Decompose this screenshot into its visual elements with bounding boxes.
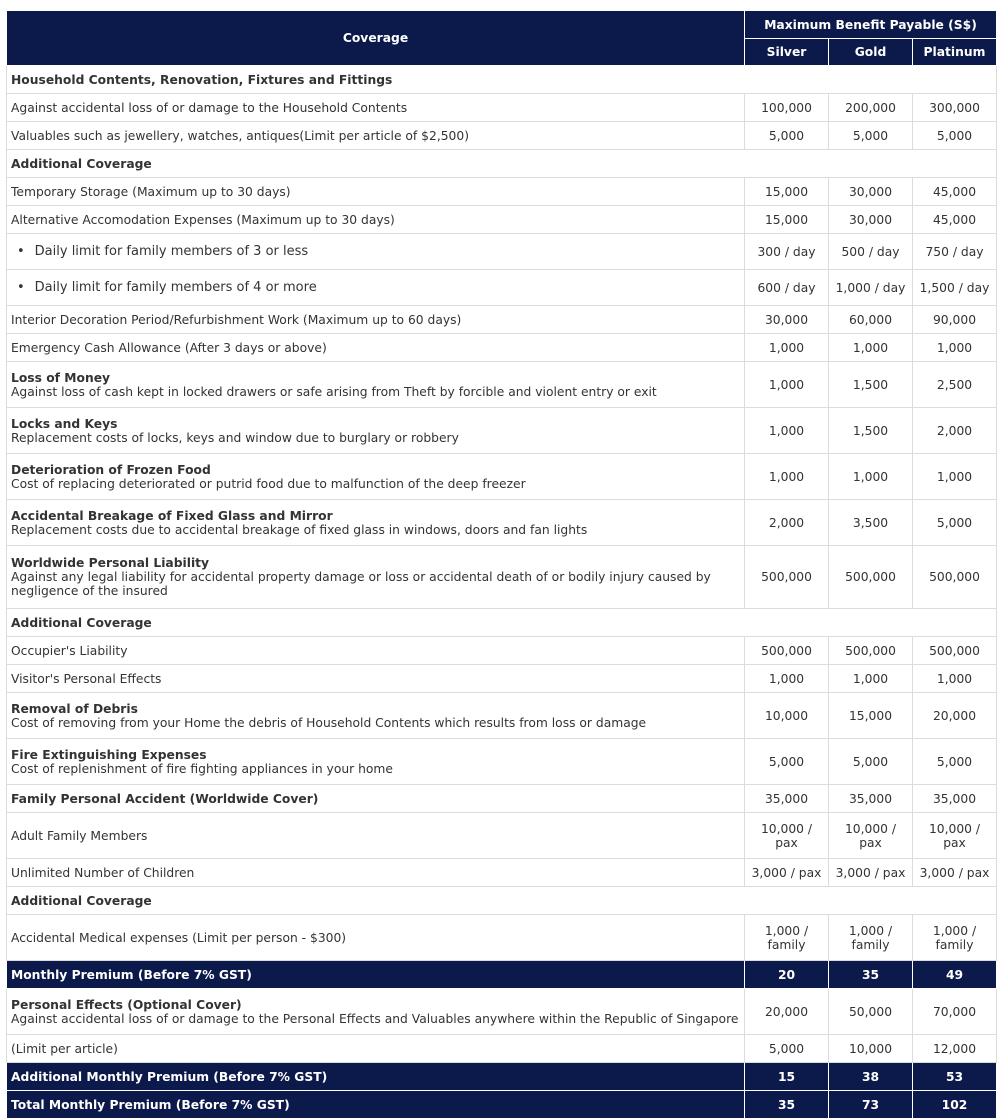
premium-label: Additional Monthly Premium (Before 7% GST) (11, 1069, 328, 1084)
table-row (7, 408, 997, 454)
value-silver: 1,000 (745, 408, 829, 454)
value-platinum: 5,000 (913, 122, 997, 150)
coverage-label: (Limit per article) (11, 1041, 118, 1056)
value-gold: 73 (829, 1091, 913, 1119)
value-silver: 20 (745, 961, 829, 989)
table-row (7, 270, 997, 306)
bullet-item: • Daily limit for family members of 3 or less (11, 244, 308, 259)
coverage-cell (7, 665, 745, 693)
value-platinum: 500,000 (913, 637, 997, 665)
coverage-label: Accidental Medical expenses (Limit per person - $300) (11, 930, 347, 945)
coverage-cell (7, 546, 745, 609)
value-platinum: 12,000 (913, 1035, 997, 1063)
max-benefit-header: Maximum Benefit Payable (S$) (745, 11, 997, 39)
table-row (7, 454, 997, 500)
value-platinum: 20,000 (913, 693, 997, 739)
value-silver: 300 / day (745, 234, 829, 270)
value-platinum: 500,000 (913, 546, 997, 609)
coverage-cell (7, 122, 745, 150)
value-platinum: 300,000 (913, 94, 997, 122)
table-row (7, 306, 997, 334)
coverage-cell (7, 813, 745, 859)
table-row (7, 739, 997, 785)
value-platinum: 49 (913, 961, 997, 989)
value-silver: 5,000 (745, 122, 829, 150)
value-platinum: 1,000 (913, 454, 997, 500)
coverage-cell (7, 334, 745, 362)
coverage-label: Unlimited Number of Children (11, 865, 195, 880)
plan-header-platinum: Platinum (913, 39, 997, 66)
value-silver: 5,000 (745, 739, 829, 785)
coverage-label: Valuables such as jewellery, watches, antiques(Limit per article of $2,500) (11, 128, 469, 143)
coverage-label: Adult Family Members (11, 828, 148, 843)
value-platinum: 1,000 (913, 665, 997, 693)
table-row (7, 693, 997, 739)
coverage-title: Deterioration of Frozen Food (11, 462, 211, 477)
coverage-description: Cost of removing from your Home the debris of Household Contents which results from loss or damage (11, 715, 647, 730)
value-gold: 500,000 (829, 546, 913, 609)
coverage-cell (7, 785, 745, 813)
plan-header-silver: Silver (745, 39, 829, 66)
value-platinum: 2,500 (913, 362, 997, 408)
value-silver: 10,000 (745, 693, 829, 739)
coverage-description: Against loss of cash kept in locked drawers or safe arising from Theft by forcible and violent entry or exit (11, 384, 657, 399)
value-gold: 3,000 / pax (829, 859, 913, 887)
coverage-cell (7, 637, 745, 665)
table-header (7, 11, 997, 66)
value-gold: 10,000 / pax (829, 813, 913, 859)
table-row (7, 887, 997, 915)
value-gold: 500 / day (829, 234, 913, 270)
value-silver: 1,000 (745, 334, 829, 362)
value-silver: 20,000 (745, 989, 829, 1035)
value-platinum: 5,000 (913, 500, 997, 546)
table-row (7, 362, 997, 408)
value-silver: 30,000 (745, 306, 829, 334)
coverage-cell (7, 362, 745, 408)
value-silver: 35,000 (745, 785, 829, 813)
value-gold: 5,000 (829, 122, 913, 150)
coverage-title: Fire Extinguishing Expenses (11, 747, 207, 762)
value-platinum: 53 (913, 1063, 997, 1091)
value-silver: 1,000 (745, 454, 829, 500)
value-gold: 35 (829, 961, 913, 989)
bullet-item: • Daily limit for family members of 4 or more (11, 280, 317, 295)
value-silver: 15,000 (745, 178, 829, 206)
coverage-label: Family Personal Accident (Worldwide Cover) (11, 791, 319, 806)
table-row (7, 961, 997, 989)
coverage-cell (7, 961, 745, 989)
value-gold: 60,000 (829, 306, 913, 334)
value-platinum: 1,000 (913, 334, 997, 362)
value-gold: 15,000 (829, 693, 913, 739)
table-row (7, 637, 997, 665)
value-silver: 2,000 (745, 500, 829, 546)
table-row (7, 1063, 997, 1091)
value-silver: 15,000 (745, 206, 829, 234)
coverage-cell (7, 454, 745, 500)
table-row (7, 665, 997, 693)
value-gold: 200,000 (829, 94, 913, 122)
value-platinum: 750 / day (913, 234, 997, 270)
value-platinum: 5,000 (913, 739, 997, 785)
coverage-label: Interior Decoration Period/Refurbishment Work (Maximum up to 60 days) (11, 312, 462, 327)
value-gold: 1,000 (829, 454, 913, 500)
coverage-label: Temporary Storage (Maximum up to 30 days) (11, 184, 291, 199)
value-platinum: 102 (913, 1091, 997, 1119)
coverage-label: Visitor's Personal Effects (11, 671, 162, 686)
value-silver: 600 / day (745, 270, 829, 306)
table-row (7, 859, 997, 887)
coverage-cell (7, 1091, 745, 1119)
coverage-title: Personal Effects (Optional Cover) (11, 997, 242, 1012)
value-silver: 1,000 (745, 665, 829, 693)
premium-label: Total Monthly Premium (Before 7% GST) (11, 1097, 290, 1112)
coverage-title: Removal of Debris (11, 701, 138, 716)
section-heading: Additional Coverage (7, 609, 997, 637)
coverage-description: Cost of replenishment of fire fighting appliances in your home (11, 761, 393, 776)
value-silver: 3,000 / pax (745, 859, 829, 887)
coverage-cell (7, 1035, 745, 1063)
coverage-cell (7, 234, 745, 270)
coverage-title: Accidental Breakage of Fixed Glass and Mirror (11, 508, 333, 523)
table-row (7, 122, 997, 150)
value-platinum: 1,000 / family (913, 915, 997, 961)
section-heading: Additional Coverage (7, 150, 997, 178)
value-silver: 10,000 / pax (745, 813, 829, 859)
coverage-description: Cost of replacing deteriorated or putrid food due to malfunction of the deep freezer (11, 476, 526, 491)
coverage-cell (7, 859, 745, 887)
coverage-title: Loss of Money (11, 370, 111, 385)
table-row (7, 1035, 997, 1063)
value-platinum: 90,000 (913, 306, 997, 334)
value-gold: 50,000 (829, 989, 913, 1035)
value-gold: 10,000 (829, 1035, 913, 1063)
table-body (7, 66, 997, 1119)
table-row (7, 150, 997, 178)
coverage-cell (7, 178, 745, 206)
coverage-title: Locks and Keys (11, 416, 118, 431)
value-silver: 1,000 / family (745, 915, 829, 961)
section-heading: Additional Coverage (7, 887, 997, 915)
coverage-cell (7, 739, 745, 785)
value-gold: 1,000 / day (829, 270, 913, 306)
value-gold: 5,000 (829, 739, 913, 785)
value-platinum: 10,000 / pax (913, 813, 997, 859)
value-silver: 500,000 (745, 546, 829, 609)
plan-header-gold: Gold (829, 39, 913, 66)
coverage-label: Alternative Accomodation Expenses (Maximum up to 30 days) (11, 212, 395, 227)
coverage-cell (7, 693, 745, 739)
coverage-cell (7, 206, 745, 234)
table-row (7, 178, 997, 206)
value-gold: 1,500 (829, 408, 913, 454)
coverage-label: Against accidental loss of or damage to the Household Contents (11, 100, 408, 115)
coverage-cell (7, 270, 745, 306)
value-platinum: 45,000 (913, 178, 997, 206)
value-platinum: 45,000 (913, 206, 997, 234)
premium-label: Monthly Premium (Before 7% GST) (11, 967, 252, 982)
table-row (7, 989, 997, 1035)
coverage-label: Emergency Cash Allowance (After 3 days or above) (11, 340, 327, 355)
coverage-cell (7, 306, 745, 334)
value-gold: 30,000 (829, 178, 913, 206)
coverage-cell (7, 989, 745, 1035)
table-row (7, 1091, 997, 1119)
value-platinum: 35,000 (913, 785, 997, 813)
table-row (7, 915, 997, 961)
table-row (7, 609, 997, 637)
value-silver: 15 (745, 1063, 829, 1091)
table-row (7, 546, 997, 609)
value-platinum: 2,000 (913, 408, 997, 454)
value-platinum: 1,500 / day (913, 270, 997, 306)
value-gold: 3,500 (829, 500, 913, 546)
coverage-description: Against accidental loss of or damage to the Personal Effects and Valuables anywhere within the Republic of Singapore (11, 1011, 739, 1026)
value-gold: 500,000 (829, 637, 913, 665)
coverage-title: Worldwide Personal Liability (11, 556, 210, 570)
coverage-label: Occupier's Liability (11, 643, 128, 658)
table-row (7, 206, 997, 234)
value-silver: 100,000 (745, 94, 829, 122)
table-row (7, 334, 997, 362)
coverage-cell (7, 94, 745, 122)
table-row (7, 94, 997, 122)
coverage-cell (7, 1063, 745, 1091)
value-gold: 1,500 (829, 362, 913, 408)
table-row (7, 66, 997, 94)
coverage-cell (7, 915, 745, 961)
table-row (7, 234, 997, 270)
value-silver: 35 (745, 1091, 829, 1119)
value-gold: 38 (829, 1063, 913, 1091)
value-gold: 1,000 / family (829, 915, 913, 961)
section-heading: Household Contents, Renovation, Fixtures and Fittings (7, 66, 997, 94)
coverage-cell (7, 408, 745, 454)
value-silver: 500,000 (745, 637, 829, 665)
value-gold: 35,000 (829, 785, 913, 813)
value-platinum: 70,000 (913, 989, 997, 1035)
value-gold: 30,000 (829, 206, 913, 234)
table-row (7, 500, 997, 546)
value-silver: 1,000 (745, 362, 829, 408)
value-platinum: 3,000 / pax (913, 859, 997, 887)
coverage-cell (7, 500, 745, 546)
table-row (7, 813, 997, 859)
coverage-description: Against any legal liability for accidental property damage or loss or accidental death of or bodily injury caused by negligence of the insured (11, 570, 711, 598)
coverage-table (6, 10, 997, 1119)
value-gold: 1,000 (829, 334, 913, 362)
coverage-description: Replacement costs of locks, keys and window due to burglary or robbery (11, 430, 459, 445)
coverage-description: Replacement costs due to accidental breakage of fixed glass in windows, doors and fan lights (11, 522, 588, 537)
coverage-header: Coverage (7, 11, 745, 66)
value-silver: 5,000 (745, 1035, 829, 1063)
value-gold: 1,000 (829, 665, 913, 693)
table-row (7, 785, 997, 813)
